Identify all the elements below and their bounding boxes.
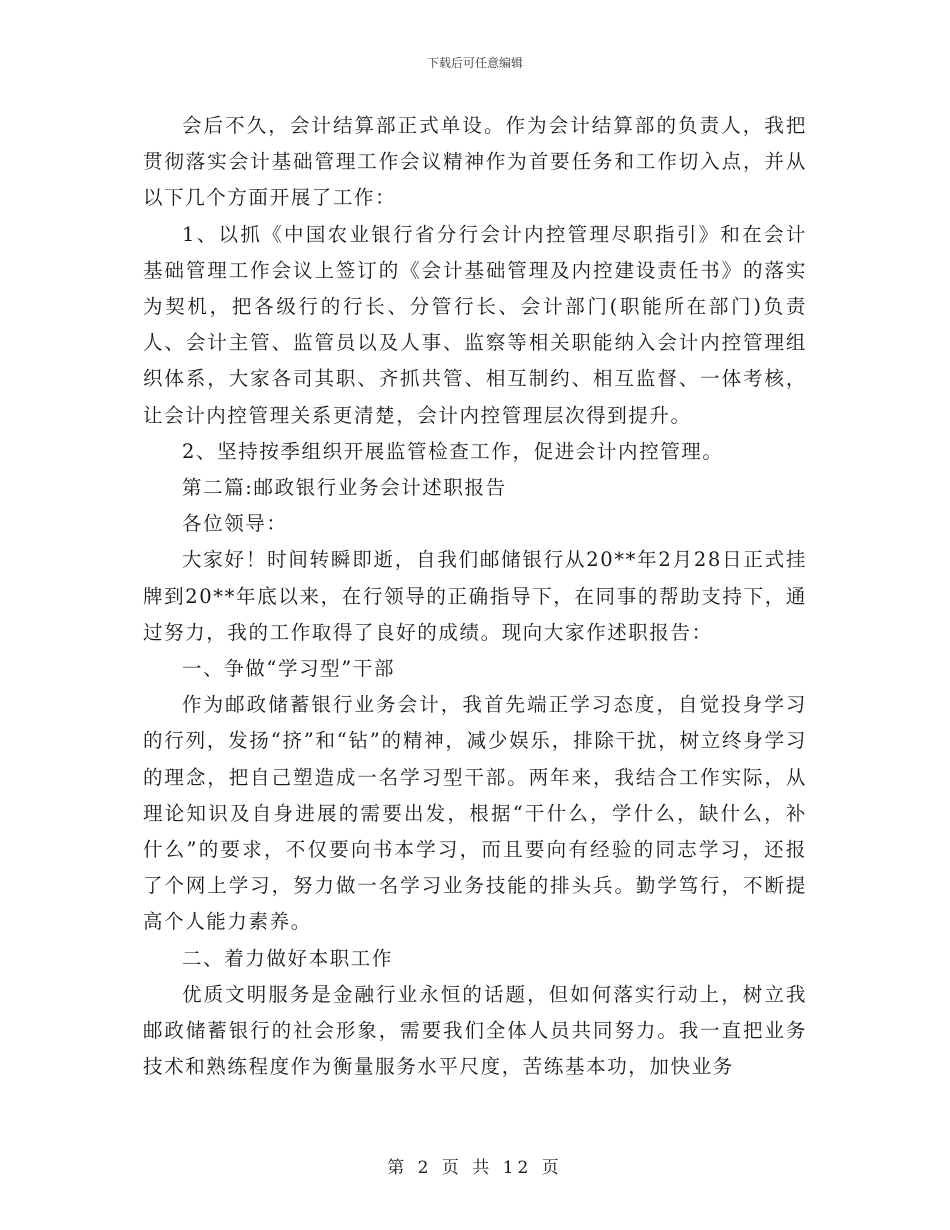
paragraph-study: 作为邮政储蓄银行业务会计，我首先端正学习态度，自觉投身学习的行列，发扬“挤”和“钻”的精神，减少娱乐，排除干扰，树立终身学习的理念，把自己塑造成一名学习型干部。两年来，我结合工作实际，从理论知识及自身进展的需要出发，根据“干什么，学什么，缺什么，补什么”的要求，不仅要向书本学习，而且要向有经验的同志学习，还报了个网上学习，努力做一名学习业务技能的排头兵。勤学笃行，不断提高个人能力素养。 xyxy=(143,693,807,934)
section-title: 第二篇:邮政银行业务会计述职报告 xyxy=(182,476,507,500)
document-body xyxy=(143,108,807,1085)
header-note: 下载后可任意编辑 xyxy=(426,56,523,70)
paragraph-1: 会后不久，会计结算部正式单设。作为会计结算部的负责人，我把贯彻落实会计基础管理工作会议精神作为首要任务和工作切入点，并从以下几个方面开展了工作： xyxy=(143,114,807,210)
paragraph-service: 优质文明服务是金融行业永恒的话题，但如何落实行动上，树立我邮政储蓄银行的社会形象，需要我们全体人员共同努力。我一直把业务技术和熟练程度作为衡量服务水平尺度，苦练基本功，加快业务 xyxy=(143,982,807,1079)
paragraph-2: 1、以抓《中国农业银行省分行会计内控管理尽职指引》和在会计基础管理工作会议上签订的《会计基础管理及内控建设责任书》的落实为契机，把各级行的行长、分管行长、会计部门(职能所在部门)负责人、会计主管、监管员以及人事、监察等相关职能纳入会计内控管理组织体系，大家各司其职、齐抓共管、相互制约、相互监督、一体考核，让会计内控管理关系更清楚，会计内控管理层次得到提升。 xyxy=(143,222,807,427)
heading-2: 二、着力做好本职工作 xyxy=(182,946,394,970)
heading-1: 一、争做“学习型”干部 xyxy=(182,657,396,681)
salutation: 各位领导： xyxy=(182,512,288,536)
paragraph-intro: 大家好！时间转瞬即逝，自我们邮储银行从20**年2月28日正式挂牌到20**年底以来，在行领导的正确指导下，在同事的帮助支持下，通过努力，我的工作取得了良好的成绩。现向大家作述职报告： xyxy=(143,548,807,644)
paragraph-3: 2、坚持按季组织开展监管检查工作，促进会计内控管理。 xyxy=(182,439,724,463)
page-number: 第 2 页 共 12 页 xyxy=(387,1158,563,1178)
